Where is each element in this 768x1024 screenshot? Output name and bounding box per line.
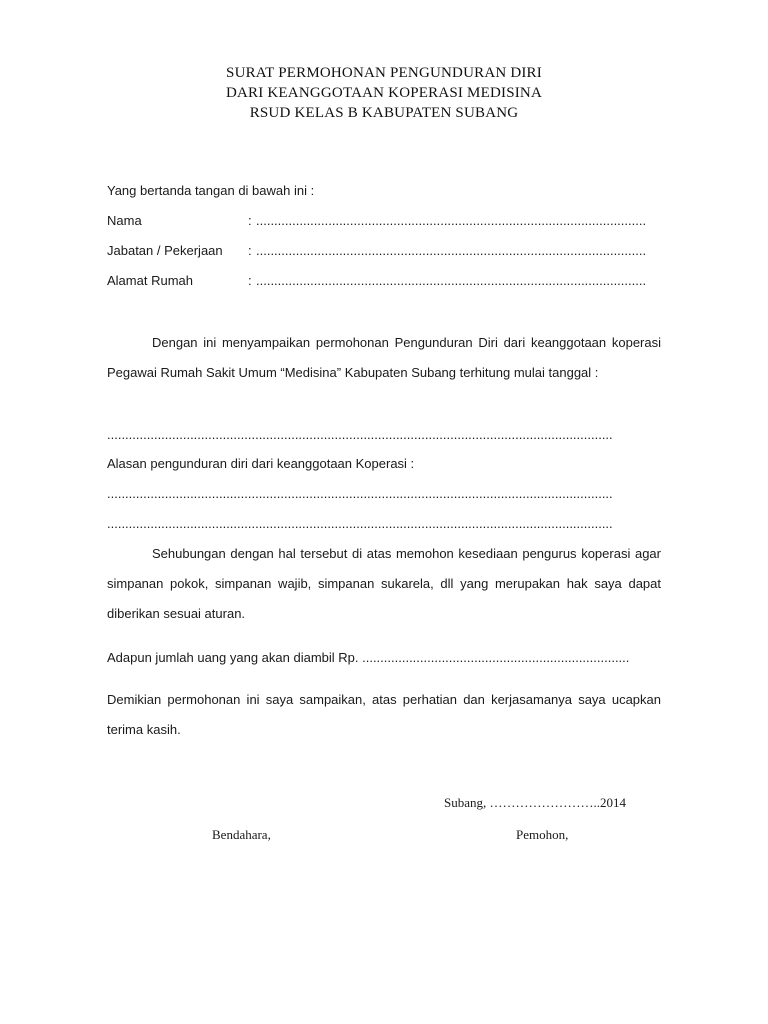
signatory-pemohon: Pemohon, [516, 827, 569, 842]
date-dots: ............................................................................................................................................ [107, 427, 613, 442]
closing-paragraph: Demikian permohonan ini saya sampaikan, atas perhatian dan kerjasamanya saya ucapkan terima kasih. [107, 692, 661, 737]
field-colon-jabatan: : [248, 243, 252, 258]
field-dots-alamat: ............................................................................................................ [256, 273, 647, 288]
field-colon-alamat: : [248, 273, 252, 288]
paragraph-request: Dengan ini menyampaikan permohonan Pengunduran Diri dari keanggotaan koperasi Pegawai Rumah Sakit Umum “Medisina” Kabupaten Subang terhitung mulai tanggal : [107, 335, 661, 380]
title-line-3: RSUD KELAS B KABUPATEN SUBANG [249, 105, 519, 121]
place-date: Subang, ……………………..2014 [444, 795, 626, 810]
field-dots-name: ............................................................................................................ [256, 213, 647, 228]
signatory-bendahara: Bendahara, [212, 827, 271, 842]
field-colon-name: : [248, 213, 252, 228]
letter-title [0, 63, 768, 123]
intro-text: Yang bertanda tangan di bawah ini : [107, 183, 315, 198]
paragraph-savings: Sehubungan dengan hal tersebut di atas memohon kesediaan pengurus koperasi agar simpanan pokok, simpanan wajib, simpanan sukarela, dll yang merupakan hak saya dapat diberikan sesuai aturan. [107, 546, 661, 621]
reason-label: Alasan pengunduran diri dari keanggotaan Koperasi : [107, 456, 415, 471]
amount-line: Adapun jumlah uang yang akan diambil Rp. .......................................................................... [107, 650, 630, 665]
field-dots-jabatan: ............................................................................................................ [256, 243, 647, 258]
field-label-jabatan: Jabatan / Pekerjaan [107, 243, 223, 258]
field-label-name: Nama [107, 213, 142, 228]
title-line-2: DARI KEANGGOTAAN KOPERASI MEDISINA [225, 85, 542, 101]
title-line-1: SURAT PERMOHONAN PENGUNDURAN DIRI [226, 65, 542, 81]
field-label-alamat: Alamat Rumah [107, 273, 193, 288]
reason-dots-1: ............................................................................................................................................ [107, 486, 613, 501]
reason-dots-2: ............................................................................................................................................ [107, 516, 613, 531]
